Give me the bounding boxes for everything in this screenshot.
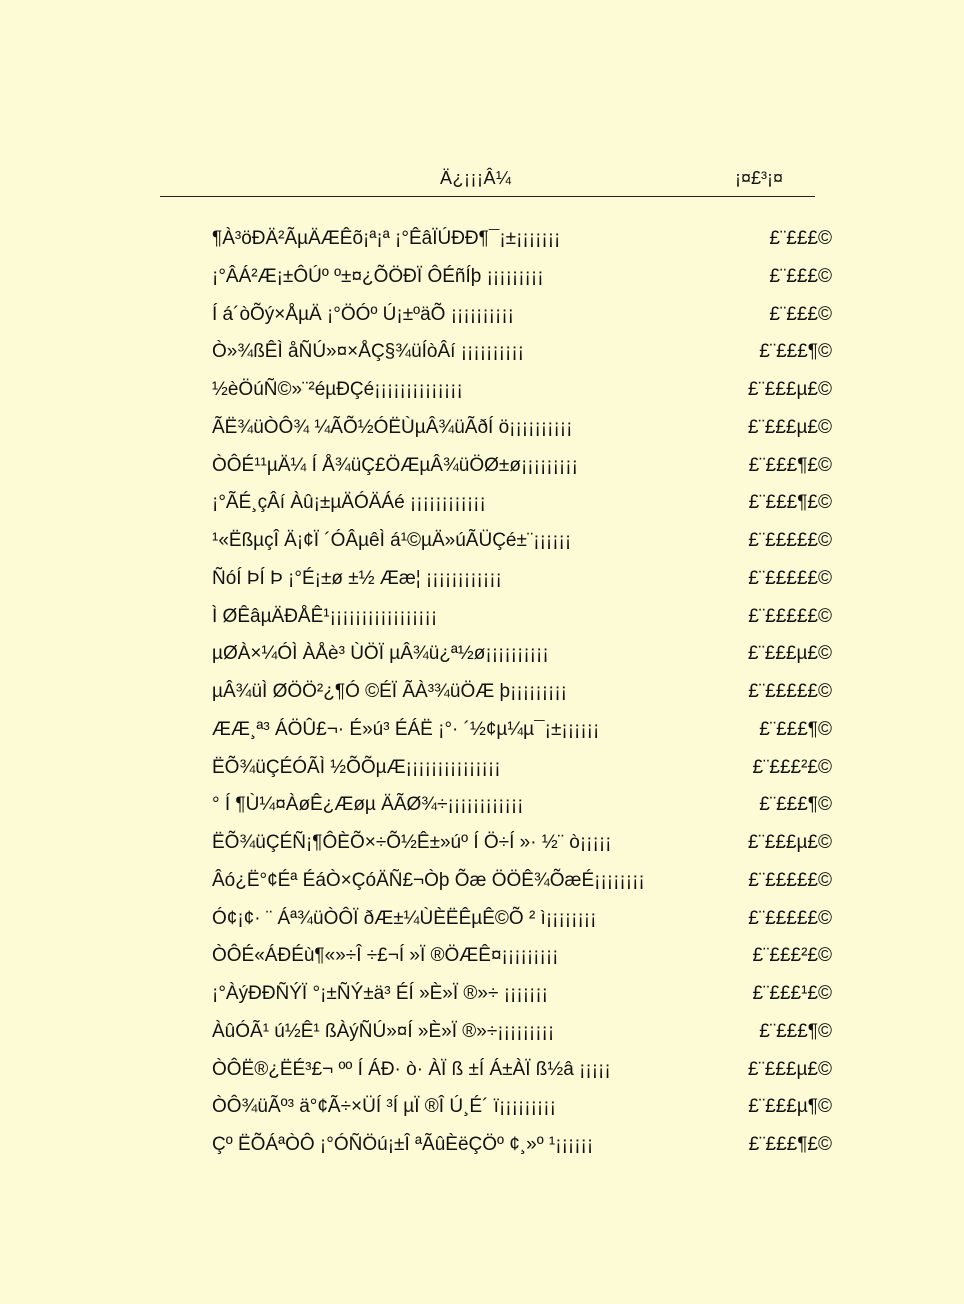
toc-entry-page: £¨£££²£© bbox=[752, 756, 832, 778]
toc-entry-page: £¨£££¶£© bbox=[748, 1134, 832, 1155]
toc-entry-title: ËÕ¾üÇÉÑ¡¶ÔÈÕ×÷Õ½Ê±»úº Í Ö÷Í »· ½¨ ò¡¡¡¡¡ bbox=[212, 832, 612, 853]
toc-entry-page: £¨£££µ£© bbox=[747, 1058, 832, 1080]
table-of-contents bbox=[212, 225, 832, 1169]
toc-entry[interactable] bbox=[212, 565, 832, 603]
toc-entry[interactable] bbox=[212, 452, 832, 490]
toc-entry-page: £¨£££¶© bbox=[759, 718, 832, 740]
toc-entry[interactable] bbox=[212, 1018, 832, 1056]
toc-entry-page: £¨£££µ£© bbox=[747, 379, 832, 400]
toc-entry[interactable] bbox=[212, 640, 832, 678]
toc-entry[interactable] bbox=[212, 527, 832, 565]
toc-entry-title: ° Í ¶Ù¼¤ÀøÊ¿Æøµ ÄÃØ¾÷¡¡¡¡¡¡¡¡¡¡¡¡ bbox=[212, 794, 524, 816]
toc-entry-page: £¨£££© bbox=[769, 228, 832, 249]
toc-entry-title: ÒÔÉ«ÁÐÉù¶«»÷Î ÷£¬Í »Ï ®ÖÆÊ¤¡¡¡¡¡¡¡¡¡ bbox=[212, 945, 559, 967]
toc-entry-title: Ò»¾ßÊÌ åÑÚ»¤×ÅÇ§¾üÍòÂí ¡¡¡¡¡¡¡¡¡¡ bbox=[212, 341, 524, 363]
toc-entry-title: µÂ¾üÌ ØÖÖ²¿¶Ó ©ÉÏ ÃÀ³¾üÖÆ þ¡¡¡¡¡¡¡¡¡ bbox=[212, 681, 568, 702]
toc-entry-title: ÒÔ¾üÃº³ ä°¢Ã÷×ÜÍ ³Í µÏ ®Î Ú¸É´ ï¡¡¡¡¡¡¡¡¡ bbox=[212, 1096, 556, 1118]
toc-entry[interactable] bbox=[212, 338, 832, 376]
toc-entry-page: £¨£££¹£© bbox=[752, 983, 832, 1004]
toc-entry[interactable] bbox=[212, 867, 832, 905]
toc-entry-title: ¡°ÂÁ²Æ¡±ÔÚº º±¤¿ÕÖÐÏ ÔÉñÍþ ¡¡¡¡¡¡¡¡¡ bbox=[212, 265, 544, 287]
toc-entry[interactable] bbox=[212, 754, 832, 792]
toc-entry-title: ËÕ¾üÇÉÓÃÌ ½ÕÕµÆ¡¡¡¡¡¡¡¡¡¡¡¡¡¡¡ bbox=[212, 756, 501, 778]
toc-entry-title: Ó¢¡¢· ¨ Áª¾üÒÔÏ ðÆ±¼ÙÈËÊµÊ©Õ ² ì¡¡¡¡¡¡¡¡ bbox=[212, 907, 597, 929]
toc-entry[interactable] bbox=[212, 1131, 832, 1169]
toc-entry-page: £¨£££££© bbox=[748, 681, 832, 702]
header-divider bbox=[160, 196, 815, 197]
toc-entry-title: ÒÔË®¿ËÉ³£¬ ºº Í ÁÐ· ò· ÀÏ ß ±Í Á±ÀÏ ß½â ¡¡¡¡¡ bbox=[212, 1058, 611, 1080]
toc-entry-page: £¨£££© bbox=[769, 265, 832, 287]
toc-entry-title: ¶À³öÐÄ²ÃµÄÆÊõ¡ª¡ª ¡°ÊâÏÚÐÐ¶¯¡±¡¡¡¡¡¡¡ bbox=[212, 228, 561, 249]
toc-entry-title: ¹«ËßµçÎ Ä¡¢Ï ´ÓÂµêÌ á¹©µÄ»úÃÜÇé±¨¡¡¡¡¡¡ bbox=[212, 530, 572, 551]
toc-entry[interactable] bbox=[212, 1093, 832, 1131]
toc-entry-page: £¨£££µ¶© bbox=[748, 1096, 832, 1118]
toc-entry-title: ÃË¾üÒÔ¾ ¼ÃÕ½ÓËÙµÂ¾üÃðÍ ö¡¡¡¡¡¡¡¡¡¡ bbox=[212, 416, 573, 438]
toc-entry[interactable] bbox=[212, 414, 832, 452]
toc-entry-page: £¨£££µ£© bbox=[747, 832, 832, 853]
toc-entry-title: ÀûÓÃ¹ ú½Ê¹ ßÀýÑÚ»¤Í »È»Ï ®»÷¡¡¡¡¡¡¡¡¡ bbox=[212, 1020, 555, 1042]
page-number: ¡¤£³¡¤ bbox=[735, 168, 784, 188]
toc-entry-page: £¨£££²£© bbox=[752, 945, 832, 967]
toc-entry-title: µØÀ×¼ÓÌ ÀÅè³ ÙÖÏ µÂ¾ü¿ª½ø¡¡¡¡¡¡¡¡¡¡ bbox=[212, 643, 549, 665]
toc-entry-page: £¨£££µ£© bbox=[747, 643, 832, 665]
toc-entry-title: Çº ËÕÁªÒÔ ¡°ÓÑÖú¡±Î ªÃûÈëÇÖº ¢¸»º ¹¡¡¡¡¡¡ bbox=[212, 1134, 594, 1155]
toc-entry[interactable] bbox=[212, 791, 832, 829]
toc-entry-page: £¨£££¶© bbox=[759, 341, 832, 363]
toc-entry-page: £¨£££µ£© bbox=[747, 416, 832, 438]
toc-entry[interactable] bbox=[212, 489, 832, 527]
toc-entry[interactable] bbox=[212, 980, 832, 1018]
toc-entry-title: ÒÔÉ¹¹µÄ¼ Í Å¾üÇ£ÖÆµÂ¾üÖØ±ø¡¡¡¡¡¡¡¡¡ bbox=[212, 454, 578, 476]
toc-entry[interactable] bbox=[212, 376, 832, 414]
toc-entry-title: ÆÆ¸ª³ ÁÖÛ£¬· É»ú³ ÉÁË ¡°· ´½¢µ¼µ¯¡±¡¡¡¡¡¡ bbox=[212, 718, 600, 740]
toc-entry[interactable] bbox=[212, 1056, 832, 1094]
toc-entry[interactable] bbox=[212, 905, 832, 943]
toc-entry-title: Âó¿Ë°¢Éª ÉáÒ×ÇóÄÑ£¬Òþ Õæ ÖÖÊ¾ÕæÉ¡¡¡¡¡¡¡¡ bbox=[212, 869, 645, 891]
toc-entry-title: ¡°ÃÉ¸çÂí Àû¡±µÄÓÄÁé ¡¡¡¡¡¡¡¡¡¡¡¡ bbox=[212, 492, 486, 514]
toc-entry-page: £¨£££££© bbox=[748, 567, 832, 589]
toc-entry-page: £¨£££¶£© bbox=[748, 454, 832, 476]
toc-entry-page: £¨£££££© bbox=[748, 907, 832, 929]
toc-entry-title: ½èÖúÑ©»¨²éµÐÇé¡¡¡¡¡¡¡¡¡¡¡¡¡¡ bbox=[212, 379, 463, 400]
toc-entry-title: ÑóÍ ÞÍ Þ ¡°É¡±ø ±½ Ææ¦ ¡¡¡¡¡¡¡¡¡¡¡¡ bbox=[212, 567, 502, 589]
toc-entry[interactable] bbox=[212, 603, 832, 641]
toc-entry[interactable] bbox=[212, 829, 832, 867]
toc-entry-page: £¨£££££© bbox=[748, 605, 832, 627]
toc-entry[interactable] bbox=[212, 942, 832, 980]
toc-entry[interactable] bbox=[212, 225, 832, 263]
toc-entry-page: £¨£££© bbox=[769, 303, 832, 325]
toc-entry-title: Ì ØÊâµÄÐÅÊ¹¡¡¡¡¡¡¡¡¡¡¡¡¡¡¡¡¡ bbox=[212, 605, 438, 627]
toc-entry-page: £¨£££££© bbox=[748, 530, 832, 551]
toc-entry-page: £¨£££¶© bbox=[759, 794, 832, 816]
toc-entry-title: ¡°ÀýÐÐÑÝÏ °¡±ÑÝ±ä³ ÉÍ »È»Ï ®»÷ ¡¡¡¡¡¡¡ bbox=[212, 983, 548, 1004]
toc-entry[interactable] bbox=[212, 678, 832, 716]
toc-entry[interactable] bbox=[212, 716, 832, 754]
toc-entry-page: £¨£££££© bbox=[748, 869, 832, 891]
toc-entry[interactable] bbox=[212, 301, 832, 339]
toc-entry-title: Í á´òÕý×ÅµÄ ¡°ÖÓº Ú¡±ºäÕ ¡¡¡¡¡¡¡¡¡¡ bbox=[212, 303, 514, 325]
running-header-title: Ä¿¡¡¡Â¼ bbox=[440, 168, 512, 188]
toc-entry-page: £¨£££¶© bbox=[759, 1020, 832, 1042]
toc-entry-page: £¨£££¶£© bbox=[748, 492, 832, 514]
toc-entry[interactable] bbox=[212, 263, 832, 301]
